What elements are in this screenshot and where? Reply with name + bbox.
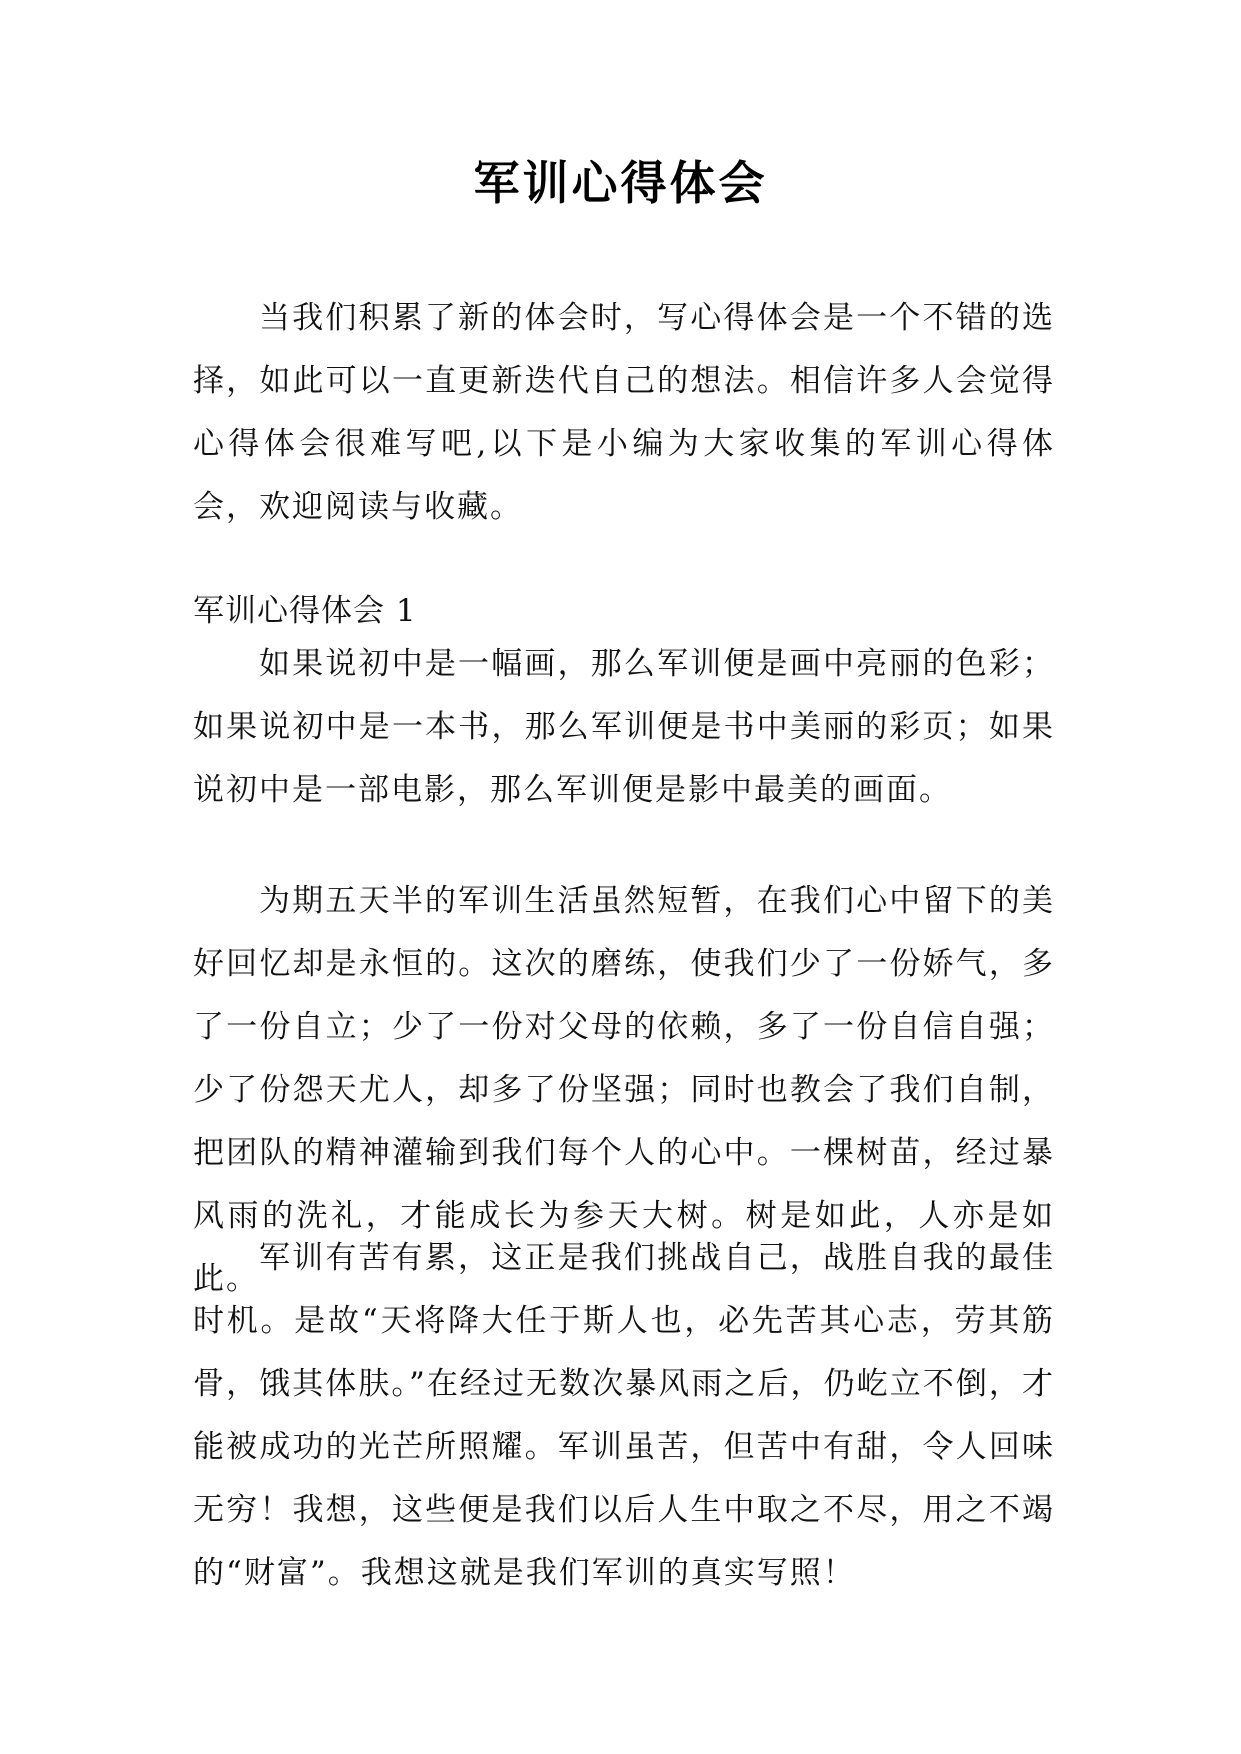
body-paragraph-3: 军训有苦有累，这正是我们挑战自己，战胜自我的最佳时机。是故“天将降大任于斯人也，必先苦其心志，劳其筋骨，饿其体肤。”在经过无数次暴风雨之后，仍屹立不倒，才能被成功的光芒所照耀。军训虽苦，但苦中有甜，令人回味无穷！我想，这些便是我们以后人生中取之不尽，用之不竭的“财富”。我想这就是我们军训的真实写照！ xyxy=(193,1240,1055,1591)
body-paragraph-1: 如果说初中是一幅画，那么军训便是画中亮丽的色彩；如果说初中是一本书，那么军训便是书中美丽的彩页；如果说初中是一部电影，那么军训便是影中最美的画面。 xyxy=(193,646,1055,808)
body-paragraph-2: 为期五天半的军训生活虽然短暂，在我们心中留下的美好回忆却是永恒的。这次的磨练，使我们少了一份娇气，多了一份自立；少了一份对父母的依赖，多了一份自信自强；少了份怨天尤人，却多了份坚强；同时也教会了我们自制，把团队的精神灌输到我们每个人的心中。一棵树苗，经过暴风雨的洗礼，才能成长为参天大树。树是如此，人亦是如此。 xyxy=(193,883,1055,1297)
intro-paragraph: 当我们积累了新的体会时，写心得体会是一个不错的选择，如此可以一直更新迭代自己的想法。相信许多人会觉得心得体会很难写吧,以下是小编为大家收集的军训心得体会，欢迎阅读与收藏。 xyxy=(193,300,1055,525)
document-title: 军训心得体会 xyxy=(473,156,768,210)
section-heading: 军训心得体会 1 xyxy=(193,593,417,629)
